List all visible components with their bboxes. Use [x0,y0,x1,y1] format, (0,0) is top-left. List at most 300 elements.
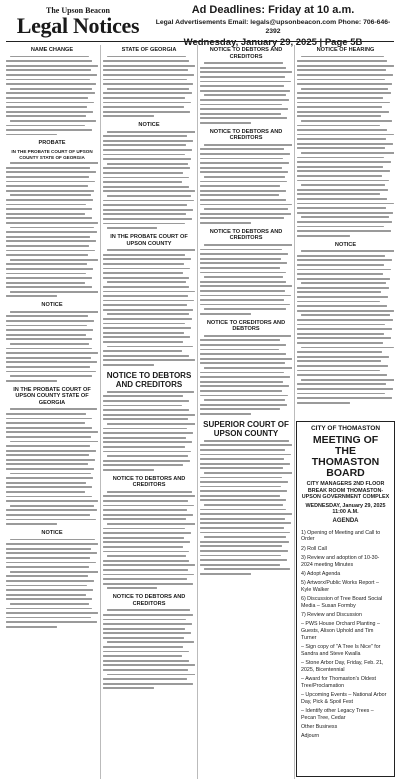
text-line [6,263,87,265]
legal-notice [200,420,292,575]
text-line [6,97,88,99]
text-line [297,291,381,293]
text-line [204,440,290,442]
text-line [6,167,90,169]
text-line [103,79,187,81]
text-line [6,352,98,354]
text-line [200,153,290,155]
text-line [200,573,251,575]
text-line [200,532,290,534]
text-line [103,218,192,220]
text-line [200,108,288,110]
text-line [103,223,185,225]
text-line [297,365,388,367]
text-line [301,379,394,381]
text-line [200,339,280,341]
text-line [297,102,390,104]
text-line [200,555,281,557]
text-line [6,626,57,628]
text-line [103,149,192,151]
text-line [297,69,386,71]
text-line [301,56,384,58]
text-line [6,69,91,71]
text-line [103,92,192,94]
text-line [103,65,195,67]
notice-title: NOTICE TO DEBTORS AND CREDITORS [209,47,283,60]
notice-title: NOTICE [138,122,160,129]
text-line [6,477,93,479]
text-line [10,473,91,475]
text-line [200,258,281,260]
text-line [107,641,194,643]
text-line [200,353,286,355]
agenda-item: – Award for Thomaston's Oldest Tree/Proclamation [301,675,377,689]
notice-title: STATE OF GEORGIA [121,47,177,53]
text-line [103,213,186,215]
text-line [103,172,183,174]
notice-title: NOTICE OF HEARING [316,47,375,53]
notice-body-text [6,56,98,136]
meeting-time: 11:00 A.M. [332,509,359,515]
text-line [6,315,88,317]
legal-notice [6,530,98,628]
text-line [103,254,185,256]
text-line [103,414,195,416]
text-line [6,463,88,465]
text-line [6,562,96,564]
text-line [6,286,92,288]
text-line [6,102,94,104]
contact-line [150,18,396,36]
legal-notice [200,229,292,315]
text-line [6,509,97,511]
text-line [301,120,392,122]
text-line [200,564,280,566]
notice-title: NOTICE TO DEBTORS AND CREDITORS [106,370,192,389]
text-line [297,170,390,172]
text-line [103,528,185,530]
text-line [103,660,189,662]
text-line [103,318,192,320]
text-line [6,585,87,587]
notice-body-text [103,56,195,118]
text-line [103,537,184,539]
agenda-item: 5) Artworx/Public Works Report – Kyle Walker [301,579,379,593]
agenda-item: 1) Opening of Meeting and Call to Order [301,529,381,543]
text-line [200,272,286,274]
meeting-location: CITY MANAGERS 2ND FLOOR BREAK ROOM THOMASTON-UPSON GOVERNMENT COMPLEX [301,481,390,500]
text-line [103,204,187,206]
text-line [200,217,284,219]
text-line [200,99,289,101]
column-divider [197,45,198,779]
meeting-title-line: MEETING OF THE [312,434,379,457]
text-line [6,199,93,201]
text-line [297,324,385,326]
notice-body-text [6,408,98,525]
text-line [297,383,386,385]
text-line [200,518,285,520]
text-line [103,277,189,279]
text-line [297,161,391,163]
notice-column-1 [6,45,98,779]
meeting-date: WEDNESDAY, January 29, 2025 [305,502,386,509]
text-line [297,226,384,228]
text-line [6,357,91,359]
legal-notice [6,47,98,135]
text-line [107,523,195,525]
notice-column-3 [200,45,292,779]
meeting-notice-box [296,421,395,777]
text-line [200,404,287,406]
text-line [6,486,92,488]
text-line [297,97,383,99]
text-line [103,564,195,566]
text-line [103,432,193,434]
text-line [6,240,96,242]
text-line [103,323,185,325]
text-line [6,468,94,470]
text-line [103,106,184,108]
text-line [200,527,284,529]
text-line [107,227,158,229]
text-line [103,469,154,471]
text-line [103,464,183,466]
text-line [103,578,187,580]
text-line [10,441,98,443]
issue-dateline: Wednesday, January 29, 2025 | Page 5B [183,37,363,48]
notice-title: IN THE PROBATE COURT OF UPSON COUNTY STATE OF GEORGIA [13,386,91,406]
text-line [6,325,87,327]
text-line [200,181,287,183]
text-line [6,208,92,210]
text-line [297,259,392,261]
text-line [204,399,285,401]
text-line [103,327,191,329]
text-line [200,167,282,169]
text-line [10,88,93,90]
text-line [103,551,189,553]
text-line [297,360,381,362]
text-line [10,259,98,261]
text-line [103,437,186,439]
agenda-item: 4) Adopt Agenda [301,570,341,577]
text-line [103,628,185,630]
text-line [6,83,96,85]
text-line [103,574,194,576]
text-line [107,131,195,133]
text-line [200,285,292,287]
text-line [204,367,292,369]
text-line [297,328,392,330]
text-line [204,208,289,210]
text-line [200,376,290,378]
notice-title: NOTICE [334,241,357,248]
text-line [6,427,92,429]
email-label: Legal Advertisements Email: [155,19,249,26]
notice-body-text [6,311,98,382]
notice-body-text [200,244,292,315]
text-line [297,273,383,275]
notice-title: NOTICE [41,302,63,309]
text-line [6,608,92,610]
notice-body-text [200,62,292,124]
text-line [297,193,380,195]
text-line [6,543,98,545]
text-line [297,402,350,404]
text-line [6,334,86,336]
text-line [200,281,286,283]
text-line [6,422,85,424]
text-line [6,129,92,131]
notice-body-text [6,539,98,628]
text-line [297,79,385,81]
text-line [103,446,185,448]
text-line [10,603,89,605]
legal-notice [200,47,292,124]
notice-body-text [200,144,292,224]
text-line [297,221,392,223]
text-line [200,458,284,460]
text-line [107,674,195,676]
text-line [301,250,394,252]
text-line [6,552,97,554]
text-line [297,212,393,214]
text-line [200,358,292,360]
text-line [6,482,86,484]
text-line [103,336,190,338]
text-line [103,291,195,293]
text-line [103,341,183,343]
text-line [103,263,184,265]
notice-body-text [103,491,195,589]
text-line [6,111,93,113]
text-line [103,209,193,211]
text-line [103,295,188,297]
text-line [301,282,386,284]
text-line [6,190,94,192]
text-line [297,157,384,159]
text-line [103,560,189,562]
text-line [6,361,97,363]
notice-title: NOTICE TO DEBTORS AND CREDITORS [209,228,283,242]
text-line [103,111,190,113]
text-line [200,408,280,410]
email-link[interactable]: legals@upsonbeacon.com [250,19,337,26]
text-line [6,413,86,415]
text-line [200,541,289,543]
text-line [103,614,193,616]
text-line [103,632,191,634]
text-line [200,477,282,479]
text-line [103,583,193,585]
text-line [10,571,98,573]
text-line [200,495,280,497]
text-line [204,568,290,570]
notice-body-text [200,335,292,415]
text-line [200,449,285,451]
masthead [8,6,148,37]
text-line [6,295,57,297]
text-line [10,311,98,313]
text-line [103,332,184,334]
text-line [107,491,193,493]
text-line [297,388,393,390]
text-line [103,158,191,160]
agenda-item: – Stone Arbor Day, Friday, Feb. 21, 2025, Bicentennial [301,659,384,673]
text-line [297,301,380,303]
text-line [200,385,289,387]
text-line [103,97,185,99]
phone-number: 706-646-2392 [265,19,391,35]
text-line [103,405,182,407]
notice-body-text [103,391,195,471]
text-line [6,268,93,270]
text-line [10,56,89,58]
text-line [297,235,350,237]
text-line [200,499,286,501]
notice-title: NOTICE TO CREDITORS AND DEBTORS [206,319,286,333]
text-line [6,115,86,117]
text-line [6,204,86,206]
text-line [6,329,93,331]
text-line [200,185,280,187]
text-line [10,291,98,293]
text-line [200,395,288,397]
legal-notice [200,129,292,224]
text-line [103,102,191,104]
text-line [103,355,189,357]
legal-notice [200,320,292,415]
text-line [6,431,98,433]
text-line [297,74,393,76]
text-line [103,687,154,689]
text-line [6,250,95,252]
notice-body-text [103,131,195,229]
text-line [103,569,188,571]
text-line [6,348,92,350]
text-line [103,683,193,685]
text-line [10,408,97,410]
text-line [200,313,251,315]
text-line [297,189,388,191]
text-line [6,176,89,178]
notice-title: NOTICE [41,530,63,536]
ad-deadline: Ad Deadlines: Friday at 10 a.m. [191,4,355,16]
text-line [107,88,190,90]
text-line [297,255,385,257]
legal-notice [103,476,195,589]
text-line [200,171,288,173]
text-line [107,346,193,348]
text-line [6,134,57,136]
text-line [200,104,282,106]
notice-body-text [297,56,394,237]
header-divider [6,41,394,42]
text-line [103,532,191,534]
text-line [6,445,90,447]
text-line [103,144,186,146]
text-line [103,418,188,420]
text-line [297,143,393,145]
text-line [297,397,392,399]
agenda-item: 6) Discussion of Tree Board Social Media – Susan Formby [301,595,383,609]
text-line [297,65,394,67]
text-line [103,646,183,648]
legal-notice [6,302,98,381]
text-line [200,249,282,251]
text-line [6,589,93,591]
text-line [200,381,283,383]
text-line [297,393,385,395]
text-line [200,148,284,150]
text-line [103,495,195,497]
text-line [204,176,285,178]
text-line [297,83,392,85]
text-line [6,92,95,94]
text-line [297,115,381,117]
agenda-item: 7) Review and Discussion [301,611,362,618]
notice-title: NOTICE TO DEBTORS AND CREDITORS [112,594,186,607]
text-line [10,162,98,164]
text-line [200,509,286,511]
text-line [200,304,290,306]
text-line [6,60,92,62]
text-line [204,472,292,474]
notice-body-text [103,609,195,689]
text-line [297,370,380,372]
text-line [200,390,282,392]
text-line [301,314,390,316]
text-line [297,203,394,205]
text-line [103,135,187,137]
text-line [103,541,190,543]
text-line [297,305,387,307]
text-line [297,356,389,358]
phone-label: Phone: [338,19,362,26]
notice-body-text [297,250,394,403]
text-line [6,273,86,275]
text-line [200,262,287,264]
text-line [103,69,188,71]
text-line [6,496,92,498]
text-line [107,555,186,557]
agenda-item: – Upcoming Events – National Arbor Day, Pick & Spoil Fest [301,691,387,705]
text-line [6,185,88,187]
text-line [200,550,288,552]
legal-notice [297,242,394,404]
text-line [200,117,287,119]
text-line [6,459,95,461]
text-line [6,612,98,614]
text-line [103,451,191,453]
text-line [6,231,97,233]
notice-title: NOTICE TO DEBTORS AND CREDITORS [209,128,283,142]
text-line [200,253,288,255]
text-line [6,254,88,256]
text-line [103,619,186,621]
text-line [297,351,382,353]
column-divider [100,45,101,779]
agenda-heading: AGENDA [332,517,359,524]
text-line [103,460,190,462]
text-line [200,290,285,292]
text-line [103,514,193,516]
text-line [103,167,190,169]
legal-notice [6,387,98,525]
text-line [200,122,251,124]
text-line [103,400,189,402]
